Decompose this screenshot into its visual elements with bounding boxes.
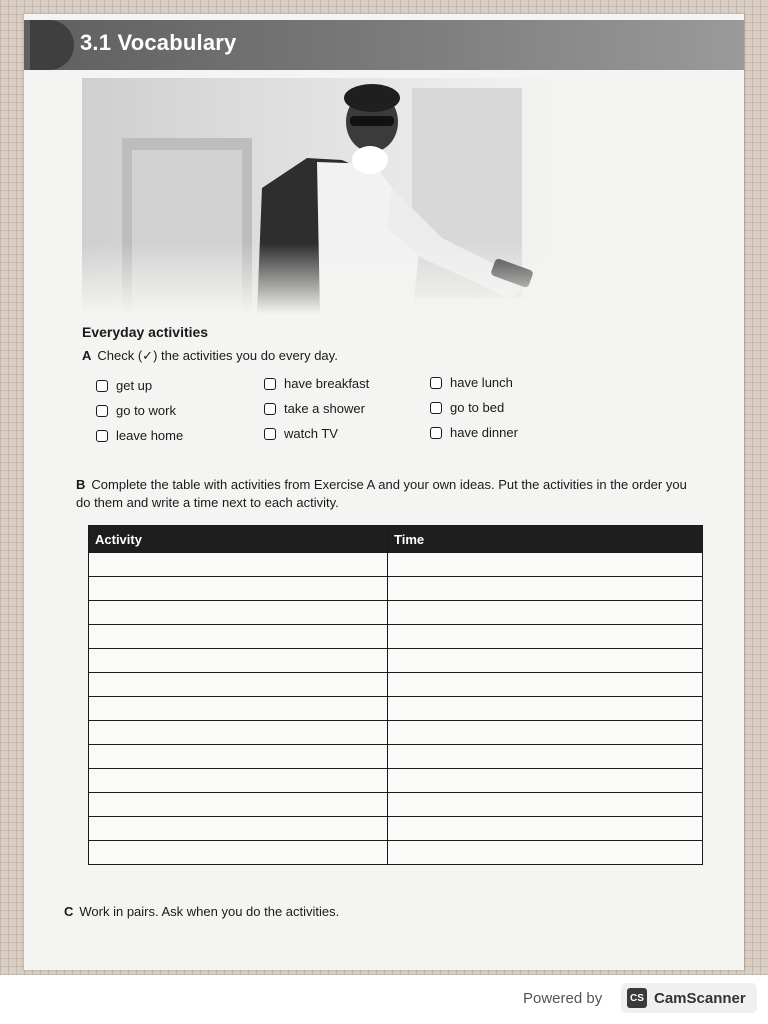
activity-cell[interactable] bbox=[89, 745, 388, 769]
time-cell[interactable] bbox=[388, 649, 703, 673]
option-go-to-bed[interactable] bbox=[430, 400, 504, 415]
time-cell[interactable] bbox=[388, 745, 703, 769]
table-header-row bbox=[89, 526, 703, 553]
table-row bbox=[89, 673, 703, 697]
powered-by-text: Powered by bbox=[523, 990, 603, 1007]
option-have-lunch[interactable] bbox=[430, 375, 513, 390]
activity-cell[interactable] bbox=[89, 697, 388, 721]
time-cell[interactable] bbox=[388, 577, 703, 601]
activity-cell[interactable] bbox=[89, 673, 388, 697]
option-label: watch TV bbox=[284, 426, 338, 441]
time-cell[interactable] bbox=[388, 817, 703, 841]
option-label: have dinner bbox=[450, 425, 518, 440]
checkbox-icon[interactable] bbox=[96, 405, 108, 417]
checkbox-icon[interactable] bbox=[96, 380, 108, 392]
checkbox-icon[interactable] bbox=[264, 403, 276, 415]
time-column-header: Time bbox=[388, 526, 703, 553]
option-get-up[interactable] bbox=[96, 378, 152, 393]
time-cell[interactable] bbox=[388, 625, 703, 649]
exercise-c-instruction bbox=[64, 904, 339, 919]
time-cell[interactable] bbox=[388, 553, 703, 577]
camscanner-badge bbox=[621, 983, 757, 1013]
checkbox-icon[interactable] bbox=[430, 402, 442, 414]
activity-column-header: Activity bbox=[89, 526, 388, 553]
option-label: go to bed bbox=[450, 400, 505, 415]
exercise-b-letter: B bbox=[76, 477, 86, 492]
time-cell[interactable] bbox=[388, 673, 703, 697]
exercise-a-letter: A bbox=[82, 348, 92, 363]
time-cell[interactable] bbox=[388, 841, 703, 865]
activity-cell[interactable] bbox=[89, 817, 388, 841]
section-title: Everyday activities bbox=[82, 324, 209, 340]
time-cell[interactable] bbox=[388, 601, 703, 625]
activity-cell[interactable] bbox=[89, 841, 388, 865]
table-row bbox=[89, 745, 703, 769]
table-row bbox=[89, 553, 703, 577]
activity-cell[interactable] bbox=[89, 721, 388, 745]
activity-cell[interactable] bbox=[89, 577, 388, 601]
time-cell[interactable] bbox=[388, 697, 703, 721]
checkbox-icon[interactable] bbox=[430, 427, 442, 439]
activity-cell[interactable] bbox=[89, 793, 388, 817]
checkbox-icon[interactable] bbox=[264, 378, 276, 390]
option-label: go to work bbox=[116, 403, 176, 418]
exercise-a-text: Check (✓) the activities you do every day. bbox=[97, 348, 338, 363]
option-have-breakfast[interactable] bbox=[264, 376, 369, 391]
option-leave-home[interactable] bbox=[96, 428, 183, 443]
exercise-c-text: Work in pairs. Ask when you do the activities. bbox=[79, 904, 340, 919]
activity-cell[interactable] bbox=[89, 649, 388, 673]
activity-cell[interactable] bbox=[89, 553, 388, 577]
option-label: have lunch bbox=[450, 375, 513, 390]
table-row bbox=[89, 817, 703, 841]
table-row bbox=[89, 721, 703, 745]
table-row bbox=[89, 793, 703, 817]
activity-cell[interactable] bbox=[89, 601, 388, 625]
time-cell[interactable] bbox=[388, 769, 703, 793]
option-label: take a shower bbox=[284, 401, 365, 416]
textbook-page bbox=[24, 14, 744, 970]
exercise-b-text: Complete the table with activities from Exercise A and your own ideas. Put the activities in the order you do them and write a time next to each activity. bbox=[76, 477, 687, 510]
activity-time-table bbox=[88, 525, 702, 865]
exercise-c-letter: C bbox=[64, 904, 74, 919]
option-label: get up bbox=[116, 378, 153, 393]
table-row bbox=[89, 649, 703, 673]
option-label: have breakfast bbox=[284, 376, 370, 391]
table-row bbox=[89, 841, 703, 865]
page-title: 3.1 Vocabulary bbox=[80, 30, 237, 55]
option-go-to-work[interactable] bbox=[96, 403, 176, 418]
checkbox-icon[interactable] bbox=[264, 428, 276, 440]
camscanner-logo-icon: CS bbox=[627, 988, 647, 1008]
checkbox-icon[interactable] bbox=[430, 377, 442, 389]
table-body bbox=[89, 553, 703, 865]
table-row bbox=[89, 625, 703, 649]
option-take-a-shower[interactable] bbox=[264, 401, 365, 416]
activity-cell[interactable] bbox=[89, 625, 388, 649]
time-cell[interactable] bbox=[388, 793, 703, 817]
camscanner-brand-name: CamScanner bbox=[654, 989, 746, 1007]
time-cell[interactable] bbox=[388, 721, 703, 745]
man-in-sunglasses-photo bbox=[82, 78, 570, 314]
table-row bbox=[89, 601, 703, 625]
table-row bbox=[89, 697, 703, 721]
table-row bbox=[89, 577, 703, 601]
exercise-b-instruction bbox=[76, 476, 696, 512]
activity-cell[interactable] bbox=[89, 769, 388, 793]
option-have-dinner[interactable] bbox=[430, 425, 518, 440]
checkbox-icon[interactable] bbox=[96, 430, 108, 442]
table-row bbox=[89, 769, 703, 793]
option-label: leave home bbox=[116, 428, 184, 443]
option-watch-tv[interactable] bbox=[264, 426, 338, 441]
exercise-a-instruction bbox=[82, 348, 338, 364]
